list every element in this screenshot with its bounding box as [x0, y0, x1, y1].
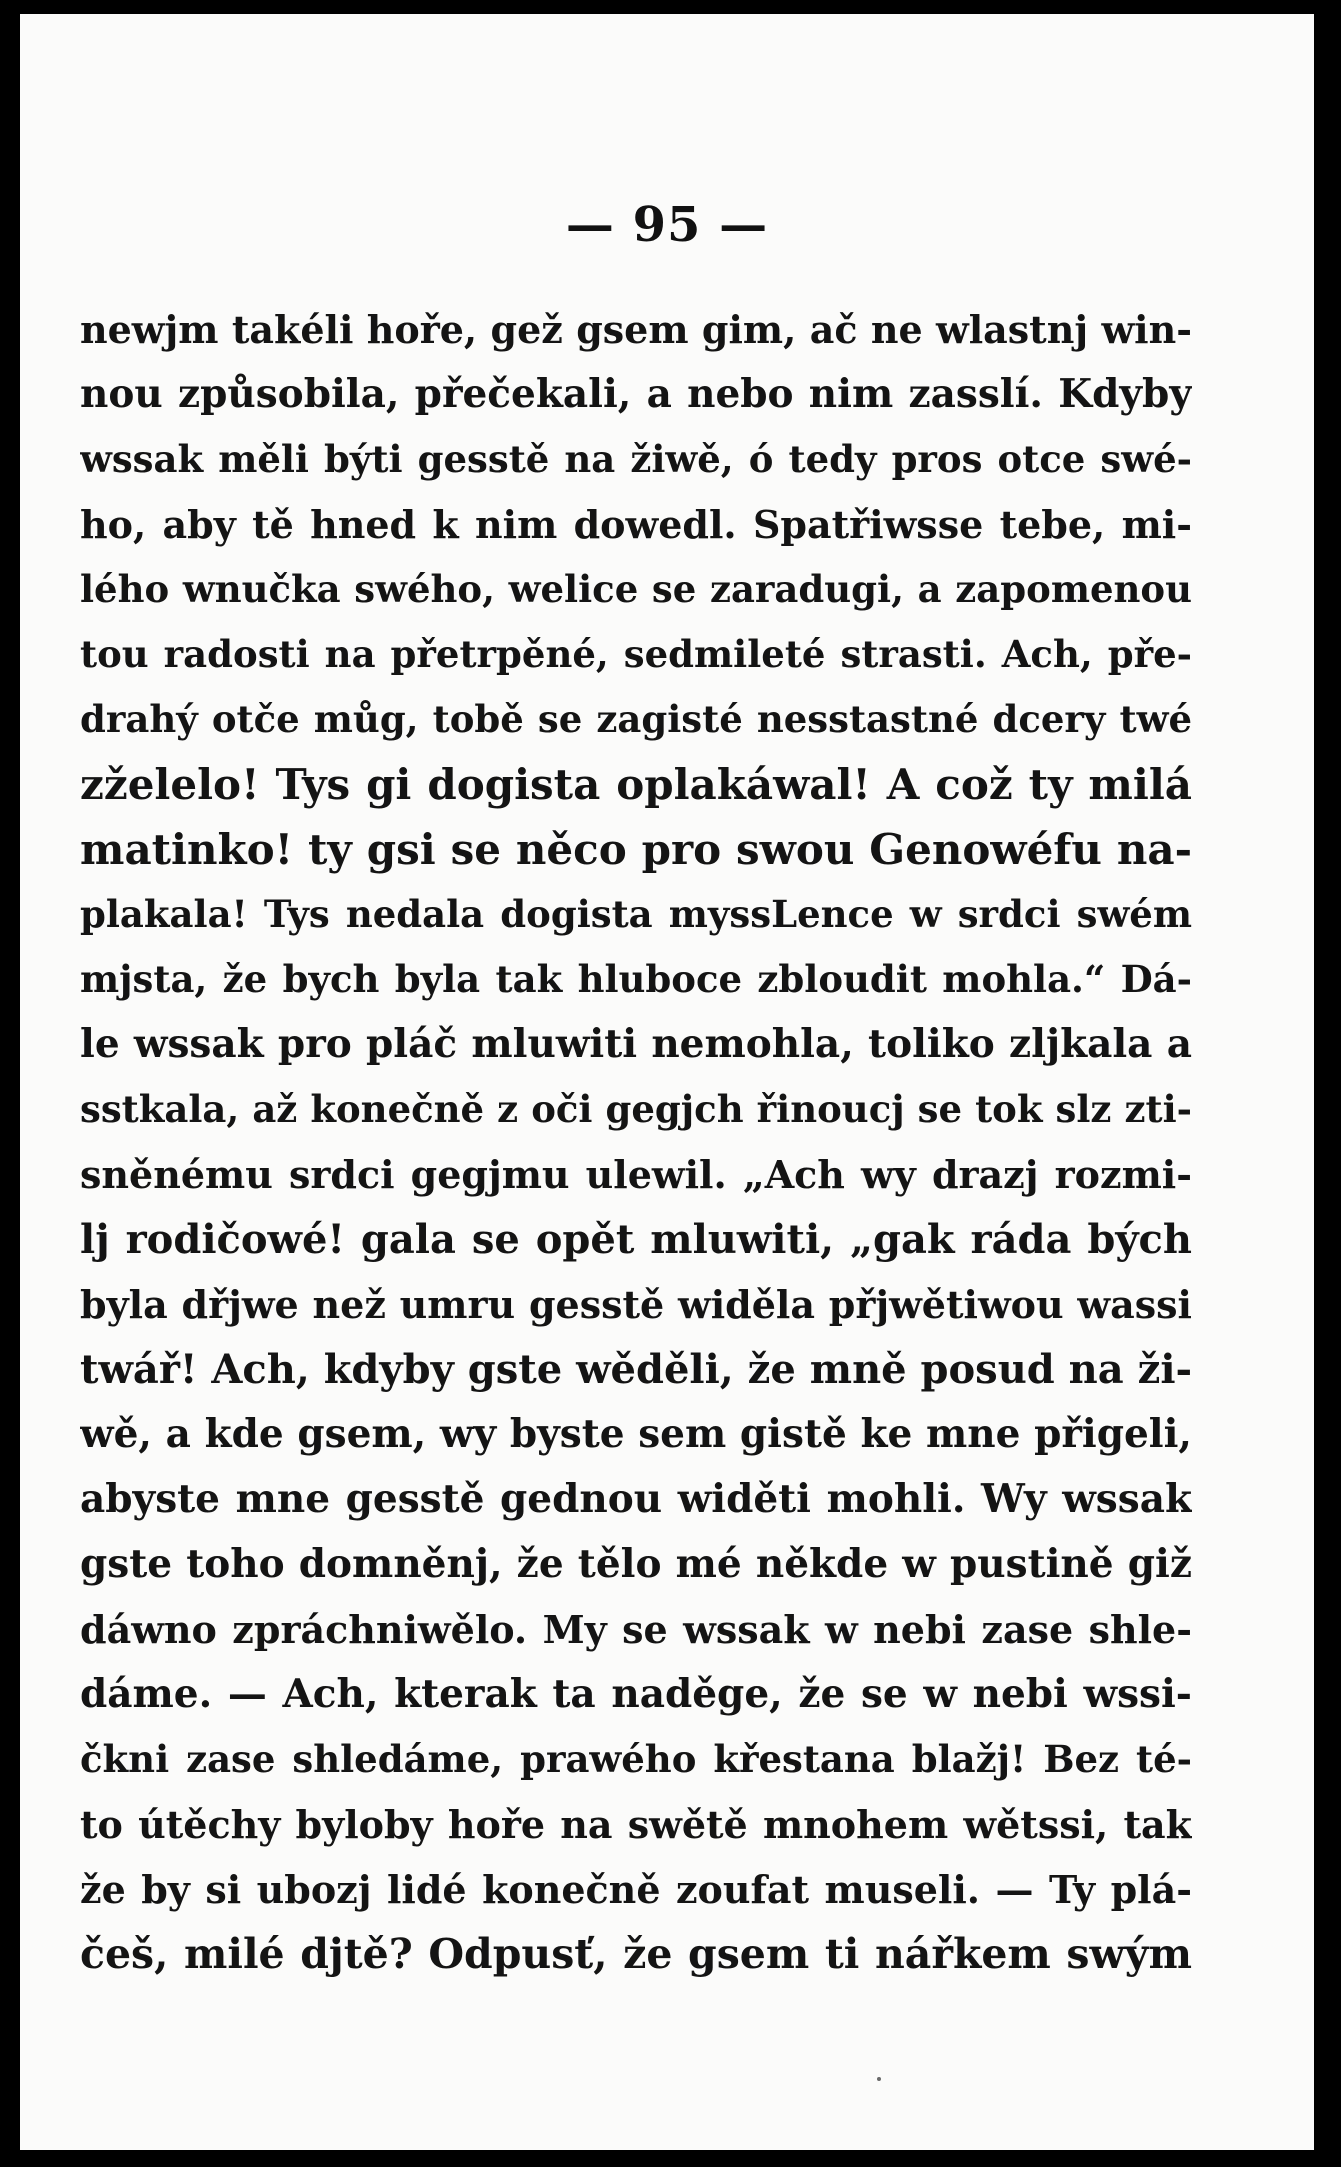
text-line: abyste mne gesstě gednou widěti mohli. Wy wssak — [80, 1476, 1192, 1522]
text-line: mjsta, že bych byla tak hluboce zbloudit mohla.“ Dá- — [80, 957, 1192, 1001]
text-line: češ, milé djtě? Odpusť, že gsem ti nářkem swým — [80, 1930, 1192, 1978]
text-line: gste toho domněnj, že tělo mé někde w pustině giž — [80, 1541, 1192, 1587]
text-line: tou radosti na přetrpěné, sedmileté strasti. Ach, pře- — [80, 632, 1192, 676]
text-line: sněnému srdci gegjmu ulewil. „Ach wy drazj rozmi- — [80, 1152, 1192, 1197]
text-line: ho, aby tě hned k nim dowedl. Spatřiwsse tebe, mi- — [80, 502, 1192, 547]
body-text — [80, 297, 1192, 1987]
text-line: newjm takéli hoře, gež gsem gim, ač ne wlastnj win- — [80, 307, 1192, 352]
text-line: matinko! ty gsi se něco pro swou Genowéfu na- — [80, 825, 1192, 874]
paper-speck — [877, 2077, 881, 2081]
text-line: twář! Ach, kdyby gste wěděli, že mně posud na ži- — [80, 1346, 1192, 1393]
text-line: čkni zase shledáme, prawého křestana blažj! Bez té- — [80, 1737, 1192, 1781]
page-number: — 95 — — [565, 197, 769, 253]
text-line: plakala! Tys nedala dogista myssLence w srdci swém — [80, 892, 1192, 936]
text-line: le wssak pro pláč mluwiti nemohla, toliko zljkala a — [80, 1021, 1192, 1067]
text-line: nou způsobila, přečekali, a nebo nim zasslí. Kdyby — [80, 371, 1192, 417]
text-line: byla dřjwe než umru gesstě widěla přjwětiwou wassi — [80, 1282, 1192, 1327]
text-line: to útěchy byloby hoře na swětě mnohem wětssi, tak — [80, 1802, 1192, 1847]
text-line: drahý otče můg, tobě se zagisté nesstastné dcery twé — [80, 697, 1192, 741]
text-line: wssak měli býti gesstě na žiwě, ó tedy pros otce swé- — [80, 437, 1192, 481]
text-line: dáme. — Ach, kterak ta naděge, že se w nebi wssi- — [80, 1671, 1192, 1717]
text-line: dáwno zpráchniwělo. My se wssak w nebi zase shle- — [80, 1607, 1192, 1652]
text-line: zželelo! Tys gi dogista oplakáwal! A což ty milá — [80, 760, 1192, 809]
text-line: sstkala, až konečně z oči gegjch řinoucj se tok slz zti- — [80, 1087, 1192, 1131]
text-line: že by si ubozj lidé konečně zoufat museli. — Ty plá- — [80, 1867, 1192, 1912]
text-line: wě, a kde gsem, wy byste sem gistě ke mne přigeli, — [80, 1411, 1192, 1457]
page-sheet — [20, 14, 1314, 2150]
text-line: lj rodičowé! gala se opět mluwiti, „gak ráda bých — [80, 1216, 1192, 1263]
text-line: lého wnučka swého, welice se zaradugi, a zapomenou — [80, 567, 1192, 611]
